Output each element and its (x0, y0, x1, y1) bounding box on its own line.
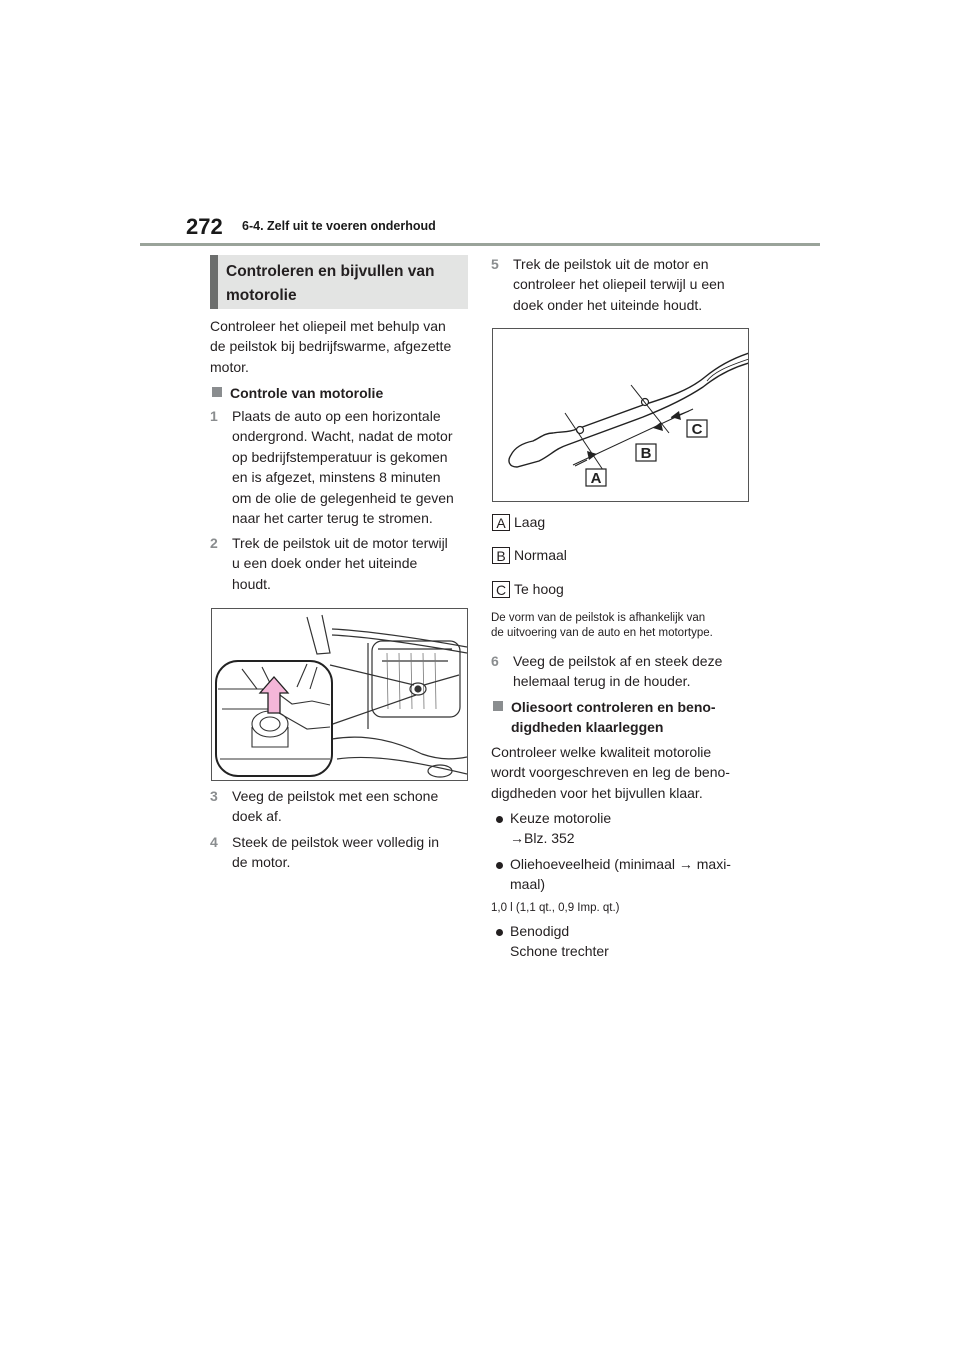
section-title-line-1: Controleren en bijvullen van (226, 263, 435, 280)
step-line: Trek de peilstok uit de motor terwijl (232, 535, 448, 551)
bullet-oil-quantity (494, 854, 762, 895)
step-line: naar het carter terug te stromen. (232, 510, 433, 527)
legend-badge: B (492, 547, 510, 564)
intro-paragraph (210, 316, 472, 377)
legend-badge: C (492, 581, 510, 598)
oil-intro-line: digdheden voor het bijvullen klaar. (491, 784, 703, 801)
bullet-line: Benodigd (510, 923, 570, 939)
oil-heading-line: Oliesoort controleren en beno- (511, 699, 716, 715)
check-heading-text: Controle van motorolie (230, 385, 384, 401)
note-line: de uitvoering van de auto en het motortype. (491, 627, 713, 639)
engine-drawing (212, 609, 468, 781)
oil-heading-line: digdheden klaarleggen (511, 719, 664, 736)
bullet-motor-oil-choice (494, 808, 762, 849)
step-line: u een doek onder het uiteinde (232, 555, 418, 572)
oil-heading (493, 697, 763, 738)
chapter-title: 6-4. Zelf uit te voeren onderhoud (242, 219, 436, 233)
bullet-dot-icon (496, 929, 503, 936)
step-number: 4 (210, 834, 218, 850)
intro-line: de peilstok bij bedrijfswarme, afgezette (210, 338, 452, 355)
step-line: op bedrijfstemperatuur is gekomen (232, 448, 448, 465)
step-line: ondergrond. Wacht, nadat de motor (232, 428, 453, 445)
legend-item-b (492, 546, 567, 564)
legend-badge: A (492, 514, 510, 531)
bullet-dot-icon (496, 816, 503, 823)
step-line: Veeg de peilstok met een schone (232, 788, 439, 804)
step-1 (210, 406, 472, 528)
page-number: 272 (186, 214, 223, 239)
dipstick-label-a: A (590, 470, 602, 487)
dipstick-illustration (492, 328, 749, 502)
legend-item-c (492, 580, 564, 598)
dipstick-note (491, 611, 761, 641)
step-number: 1 (210, 408, 218, 424)
bullet-line: Oliehoeveelheid (minimaal → maxi- (510, 856, 731, 872)
bullet-line: Schone trechter (510, 943, 609, 960)
engine-illustration (211, 608, 468, 781)
oil-quantity-note: 1,0 l (1,1 qt., 0,9 Imp. qt.) (491, 902, 620, 914)
step-line: Trek de peilstok uit de motor en (513, 256, 709, 272)
note-line: De vorm van de peilstok is afhankelijk van (491, 612, 706, 624)
step-4 (210, 832, 472, 873)
step-line: houdt. (232, 575, 271, 592)
legend-text: Te hoog (514, 581, 564, 597)
bullet-line: Keuze motorolie (510, 810, 612, 826)
step-line: de motor. (232, 854, 291, 871)
step-line: helemaal terug in de houder. (513, 673, 691, 690)
bullet-requirements (494, 921, 762, 962)
dipstick-drawing (493, 329, 749, 502)
step-6 (491, 651, 761, 692)
step-line: Veeg de peilstok af en steek deze (513, 653, 723, 669)
intro-line: Controleer het oliepeil met behulp van (210, 318, 446, 334)
header-divider (140, 243, 820, 246)
square-bullet-icon (212, 387, 222, 397)
oil-intro-paragraph (491, 742, 761, 803)
legend-text: Laag (514, 514, 546, 530)
intro-line: motor. (210, 358, 249, 375)
step-line: om de olie de gelegenheid te geven (232, 489, 454, 506)
step-line: Steek de peilstok weer volledig in (232, 834, 440, 850)
step-line: controleer het oliepeil terwijl u een (513, 276, 725, 293)
step-3 (210, 786, 472, 827)
dipstick-label-c: C (691, 421, 703, 438)
step-2 (210, 533, 472, 594)
legend-text: Normaal (514, 547, 567, 563)
oil-intro-line: Controleer welke kwaliteit motorolie (491, 744, 712, 760)
square-bullet-icon (493, 701, 503, 711)
oil-intro-line: wordt voorgeschreven en leg de beno- (491, 764, 730, 781)
section-title-line-2: motorolie (226, 287, 297, 304)
step-number: 6 (491, 653, 499, 669)
step-number: 2 (210, 535, 218, 551)
step-5 (491, 254, 761, 315)
step-line: doek onder het uiteinde houdt. (513, 296, 703, 313)
bullet-line: maal) (510, 876, 546, 893)
bullet-dot-icon (496, 862, 503, 869)
step-line: en is afgezet, minstens 8 minuten (232, 469, 441, 486)
dipstick-label-b: B (640, 445, 652, 462)
step-number: 3 (210, 788, 218, 804)
page-reference-link[interactable]: →Blz. 352 (510, 830, 575, 847)
step-line: doek af. (232, 808, 282, 825)
check-heading (212, 383, 383, 403)
section-title-box (210, 255, 468, 309)
legend-item-a (492, 513, 545, 531)
step-line: Plaats de auto op een horizontale (232, 408, 441, 424)
step-number: 5 (491, 256, 499, 272)
